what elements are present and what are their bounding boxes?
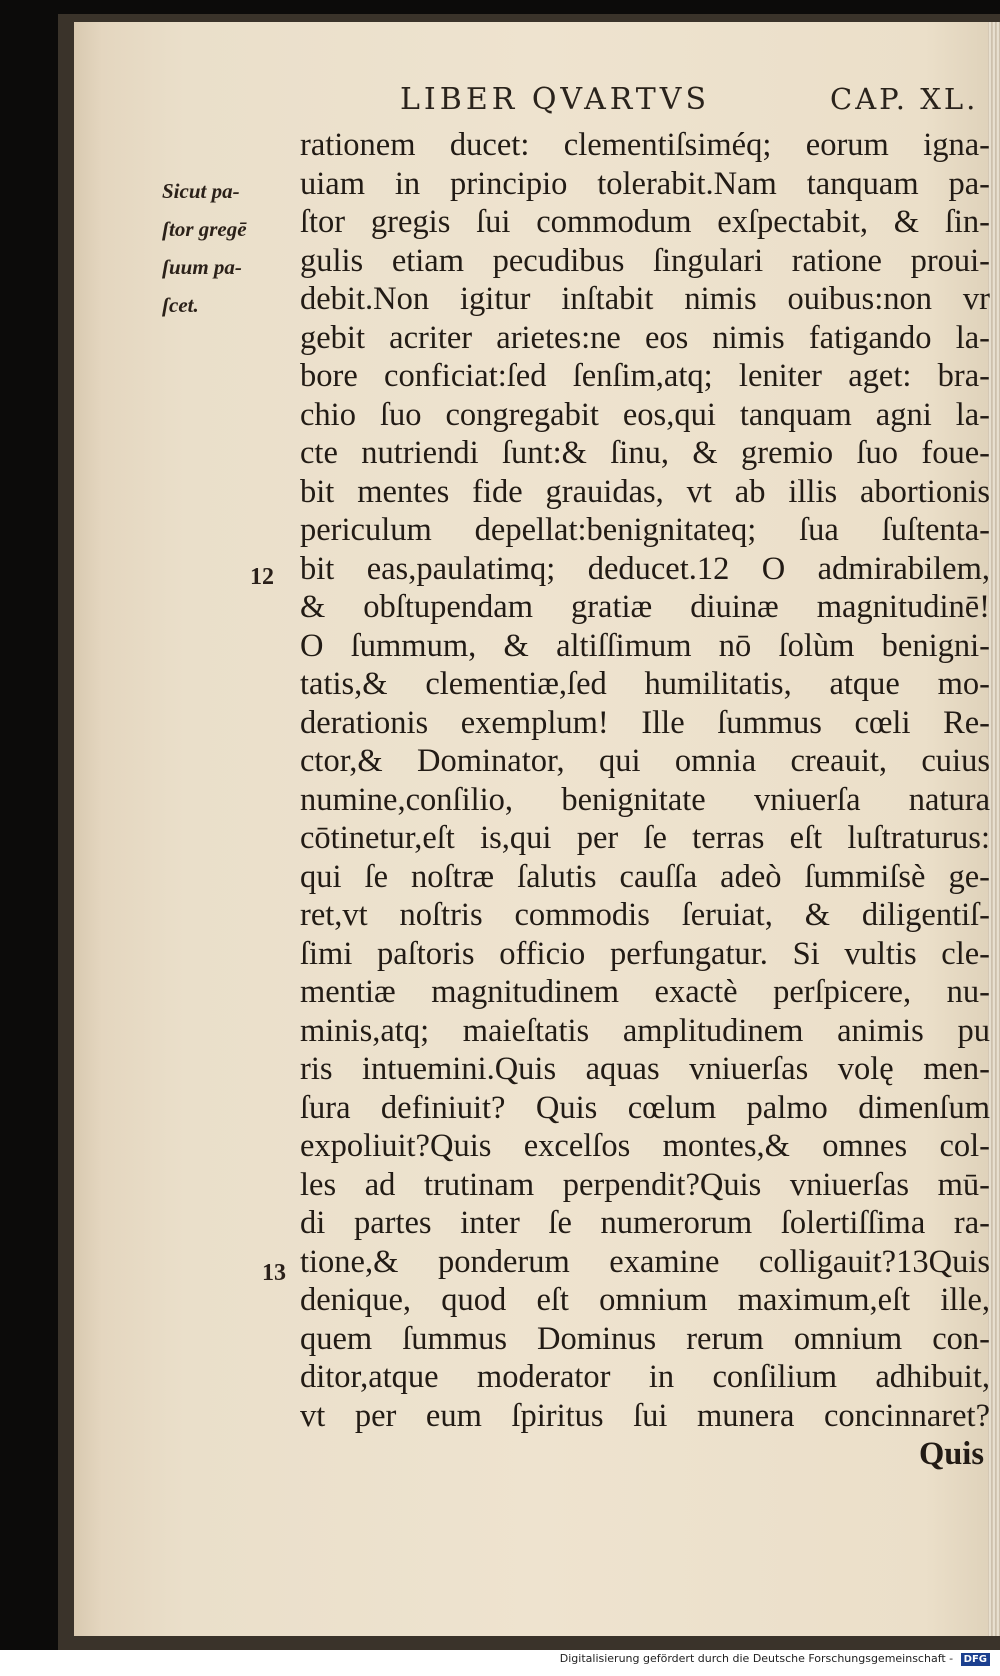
text-line: les ad trutinam perpendit?Quis vniuerſas mū-: [300, 1166, 990, 1203]
text-line: cōtinetur,eſt is,qui per ſe terras eſt luſtraturus:: [300, 820, 990, 856]
text-line: cte nutriendi ſunt:& ſinu, & gremio ſuo foue-: [300, 435, 990, 471]
text-line: tatis,& clementiæ,ſed humilitatis, atque mo-: [300, 666, 990, 702]
dfg-logo: DFG: [961, 1653, 990, 1666]
text-line: ctor,& Dominator, qui omnia creauit, cuius: [300, 743, 990, 779]
text-line: minis,atq; maieſtatis amplitudinem animis pu: [300, 1012, 990, 1049]
text-line: di partes inter ſe numerorum ſolertiſſima ra-: [300, 1205, 990, 1241]
text-line: ſura definiuit? Quis cœlum palmo dimenſum: [300, 1089, 990, 1126]
running-title: LIBER QVARTVS: [400, 82, 711, 117]
text-line: derationis exemplum! Ille ſummus cœli Re-: [300, 704, 990, 741]
running-header: [74, 82, 990, 122]
text-line: vt per eum ſpiritus ſui munera concinnaret?: [300, 1397, 990, 1434]
text-line: debit.Non igitur inſtabit nimis ouibus:non vr: [300, 281, 990, 317]
text-line: ſtor gregis ſui commodum exſpectabit, & ſin-: [300, 204, 990, 240]
catchword: Quis: [918, 1436, 984, 1472]
text-line: O ſummum, & altiſſimum nō ſolùm benigni-: [300, 627, 990, 664]
body-text: [300, 126, 990, 1474]
chapter-label: CAP. XL.: [830, 82, 979, 116]
verse-number-12: 12: [250, 564, 274, 590]
text-line: qui ſe noſtræ ſalutis cauſſa adeò ſummiſsè ge-: [300, 858, 990, 895]
text-line: rationem ducet: clementiſsiméq; eorum igna-: [300, 127, 990, 163]
text-line: uiam in principio tolerabit.Nam tanquam pa-: [300, 165, 990, 202]
marginal-note-line: Sicut pa-: [162, 179, 240, 203]
text-line: ditor,atque moderator in conſilium adhibuit,: [300, 1359, 990, 1395]
text-line: expoliuit?Quis excelſos montes,& omnes col-: [300, 1128, 990, 1164]
text-line: ſimi paſtoris officio perfungatur. Si vultis cle-: [300, 935, 990, 972]
marginal-note-line: ſtor gregē: [162, 217, 247, 241]
text-line: quem ſummus Dominus rerum omnium con-: [300, 1320, 990, 1357]
text-line: & obſtupendam gratiæ diuinæ magnitudinē!: [300, 589, 990, 625]
text-line: periculum depellat:benignitateq; ſua ſuſtenta-: [300, 512, 990, 548]
text-line: gulis etiam pecudibus ſingulari ratione proui-: [300, 242, 990, 279]
marginal-note-line: ſcet.: [162, 293, 199, 317]
text-line: gebit acriter arietes:ne eos nimis fatigando la-: [300, 319, 990, 356]
verse-number-13: 13: [262, 1260, 286, 1286]
credit-text: Digitalisierung gefördert durch die Deutsche Forschungsgemeinschaft -: [559, 1652, 954, 1665]
text-line: tione,& ponderum examine colligauit?13Quis: [300, 1243, 990, 1280]
marginal-note: [162, 172, 292, 324]
marginal-note-line: ſuum pa-: [162, 255, 242, 279]
text-line: numine,conſilio, benignitate vniuerſa natura: [300, 781, 990, 818]
text-line: ris intuemini.Quis aquas vniuerſas volę men-: [300, 1051, 990, 1087]
text-line: ret,vt noſtris commodis ſeruiat, & diligentiſ-: [300, 897, 990, 933]
text-line: bit mentes fide grauidas, vt ab illis abortionis: [300, 473, 990, 510]
text-line: bore conficiat:ſed ſenſim,atq; leniter aget: bra-: [300, 358, 990, 394]
digitization-credit: [0, 1652, 990, 1666]
text-line: denique, quod eſt omnium maximum,eſt ille,: [300, 1282, 990, 1318]
text-line: chio ſuo congregabit eos,qui tanquam agni la-: [300, 396, 990, 433]
text-line: mentiæ magnitudinem exactè perſpicere, nu-: [300, 974, 990, 1010]
text-line: bit eas,paulatimq; deducet.12 O admirabilem,: [300, 550, 990, 587]
